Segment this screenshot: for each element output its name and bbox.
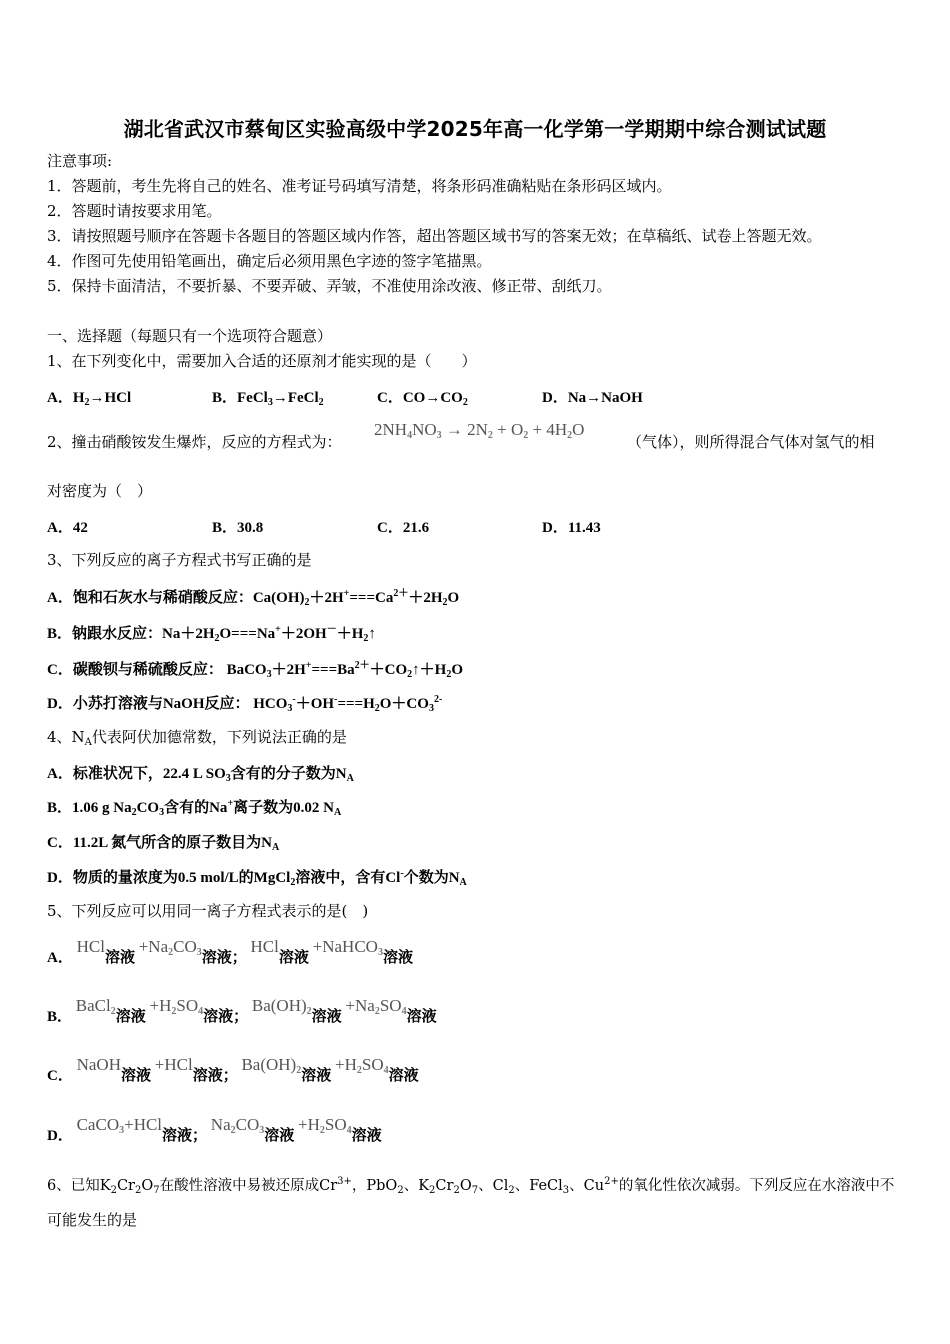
- q2-equation: $2NH_4NO_3 \to 2N_2 + O_2 + 4H_2O$: [374, 420, 585, 441]
- question-2-stem-line2: 对密度为（ ）: [47, 482, 153, 500]
- q3-option-c: C．碳酸钡与稀硫酸反应： $BaCO_3+2H^+===Ba^{2+}+CO_2↑+H_2O$: [47, 660, 463, 680]
- notice-heading: 注意事项:: [47, 152, 113, 170]
- q5-option-c: C． NaOH溶液 +HCl溶液； $Ba(OH)_2$溶液 $+H_2SO_4$溶液: [47, 1055, 419, 1084]
- q2-option-c: C．21.6: [377, 520, 430, 536]
- q2-option-b: B．30.8: [212, 520, 264, 536]
- q3-option-d: D．小苏打溶液与NaOH反应： $HCO_3^-+OH^-===H_2O+CO_3^{2-}$: [47, 694, 443, 714]
- q1-option-d: D．Na→NaOH: [542, 390, 643, 406]
- page-title: 湖北省武汉市蔡甸区实验高级中学2025年高一化学第一学期期中综合测试试题: [123, 117, 827, 141]
- question-4-stem: 4、$N_A$代表阿伏加德常数，下列说法正确的是: [47, 728, 347, 748]
- notice-item-3: 3．请按照题号顺序在答题卡各题目的答题区域内作答，超出答题区域书写的答案无效；在草稿纸、试卷上答题无效。: [47, 227, 822, 245]
- question-1-stem: 1、在下列变化中，需要加入合适的还原剂才能实现的是（ ）: [47, 352, 477, 370]
- q4-option-c: C．11.2L 氮气所含的原子数目为$N_A$: [47, 835, 280, 853]
- question-2-stem-cont: （气体），则所得混合气体对氢气的相: [627, 433, 875, 451]
- notice-item-4: 4．作图可先使用铅笔画出，确定后必须用黑色字迹的签字笔描黑。: [47, 252, 492, 270]
- q4-option-d: D．物质的量浓度为0.5 mol/L的MgCl$_2$溶液中，含有Cl-个数为$N_A$: [47, 868, 467, 888]
- q5-option-b: B． BaCl$_2$溶液 $+H_2SO_4$溶液； $Ba(OH)_2$溶液 $+Na_2SO_4$溶液: [47, 996, 437, 1025]
- q4-option-a: A．标准状况下，22.4 L $SO_3$含有的分子数为$N_A$: [47, 766, 354, 784]
- section-heading: 一、选择题（每题只有一个选项符合题意）: [47, 327, 333, 345]
- q1-option-a: A．$H_2\to HCl$: [47, 390, 132, 408]
- question-5-stem: 5、下列反应可以用同一离子方程式表示的是( ): [47, 902, 369, 920]
- q5-option-a: A． HCl溶液 $+Na_2CO_3$溶液； HCl溶液 +NaHCO$_3$溶液: [47, 937, 413, 966]
- question-3-stem: 3、下列反应的离子方程式书写正确的是: [47, 551, 312, 569]
- notice-item-1: 1．答题前，考生先将自己的姓名、准考证号码填写清楚，将条形码准确粘贴在条形码区域内。: [47, 177, 672, 195]
- question-6-stem: 6、已知$K_2Cr_2O_7$在酸性溶液中易被还原成$Cr^{3+}$，PbO$_2$、$K_2Cr_2O_7$、$Cl_2$、FeCl$_3$、$Cu^{2+}$的氧化性依次减弱。下列反应在水溶液中不: [47, 1176, 895, 1196]
- notice-item-2: 2．答题时请按要求用笔。: [47, 202, 222, 220]
- q2-option-a: A．42: [47, 520, 88, 536]
- q4-option-b: B．1.06 g $Na_2CO_3$含有的Na+离子数为0.02 $N_A$: [47, 798, 342, 818]
- q1-option-c: C．$CO\to CO_2$: [377, 390, 468, 408]
- notice-item-5: 5．保持卡面清洁，不要折暴、不要弄破、弄皱，不准使用涂改液、修正带、刮纸刀。: [47, 277, 612, 295]
- q2-option-d: D．11.43: [542, 520, 601, 536]
- q3-option-a: A．饱和石灰水与稀硝酸反应：$Ca(OH)_2+2H^+===Ca^{2+}+2H_2O$: [47, 588, 460, 608]
- q1-option-b: B．FeCl$_3$→FeCl$_2$: [212, 390, 324, 408]
- q5-option-d: D． CaCO$_3$+HCl溶液； $Na_2CO_3$溶液 $+H_2SO_4$溶液: [47, 1115, 382, 1144]
- q3-option-b: B．钠跟水反应：$Na+2H_2O===Na^++2OH^-+H_2↑$: [47, 624, 376, 644]
- question-6-stem-line2: 可能发生的是: [47, 1211, 138, 1229]
- question-2-stem: 2、撞击硝酸铵发生爆炸，反应的方程式为：: [47, 433, 342, 451]
